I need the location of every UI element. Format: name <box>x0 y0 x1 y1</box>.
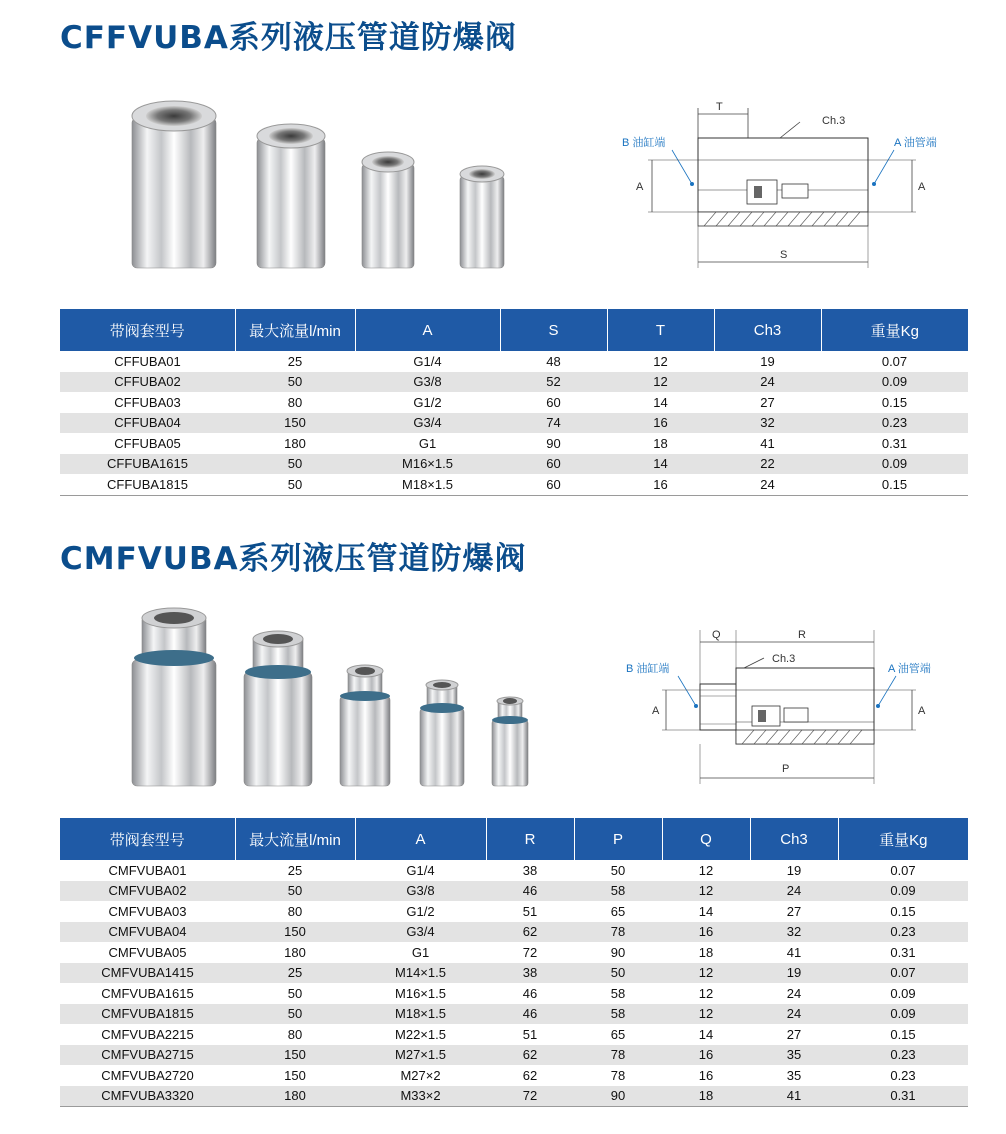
cmfvuba-dimension-diagram <box>612 626 962 786</box>
valve-small <box>420 680 464 786</box>
table-cell: 24 <box>714 474 821 495</box>
table-cell: CFFUBA1615 <box>60 454 235 475</box>
table-cell: 14 <box>698 903 714 919</box>
column-header: R <box>486 818 574 860</box>
table-cell: CFFUBA01 <box>114 353 181 369</box>
table-cell: 58 <box>574 1004 662 1025</box>
table-cell: 46 <box>522 985 538 1001</box>
table-cell: 80 <box>287 394 303 410</box>
table-row <box>60 351 968 372</box>
table-cell: 27 <box>786 1026 802 1042</box>
table-cell: 62 <box>486 1045 574 1066</box>
table-cell: 19 <box>750 963 838 984</box>
table-cell: M27×1.5 <box>355 1045 486 1066</box>
table-cell: 58 <box>610 985 626 1001</box>
table-cell: 0.23 <box>838 922 968 943</box>
dim-s-label: S <box>780 249 788 261</box>
table-cell: 24 <box>786 985 802 1001</box>
callout-a-pipe-end: A 油管端 <box>894 137 937 149</box>
section2-title: CMFVUBA系列液压管道防爆阀 <box>60 541 527 577</box>
table-cell: 52 <box>500 372 607 393</box>
table-cell: 80 <box>287 903 303 919</box>
table-cell: 38 <box>486 963 574 984</box>
table-cell: M18×1.5 <box>355 474 500 495</box>
table-cell: G3/8 <box>355 372 500 393</box>
table-cell: 18 <box>653 435 668 451</box>
valve-large <box>244 631 312 786</box>
table-cell: CMFVUBA01 <box>108 862 187 878</box>
dim-a-right-label: A <box>918 181 926 193</box>
table-cell: 0.23 <box>821 413 968 434</box>
table-cell: 12 <box>698 985 714 1001</box>
table-cell: 150 <box>284 1067 306 1083</box>
table-cell: 65 <box>610 1026 626 1042</box>
table-cell: 90 <box>574 1086 662 1107</box>
table-cell: 50 <box>235 881 355 902</box>
table-cell: G1 <box>418 435 437 451</box>
dim-a-left-label: A <box>652 705 660 717</box>
column-header: 带阀套型号 <box>60 309 235 351</box>
table-cell: 38 <box>522 862 538 878</box>
table-cell: 12 <box>698 862 714 878</box>
dim-a-right-label: A <box>918 705 926 717</box>
column-header: 重量Kg <box>838 818 968 860</box>
table-cell: G1/4 <box>406 862 435 878</box>
table-cell: CMFVUBA03 <box>108 903 187 919</box>
table-cell: 0.09 <box>821 454 968 475</box>
table-cell: CMFVUBA2215 <box>101 1026 194 1042</box>
table-cell: 0.15 <box>890 1026 916 1042</box>
table-cell: 90 <box>610 944 626 960</box>
table-row <box>60 983 968 1004</box>
valve-medium <box>257 124 325 268</box>
table-cell: 41 <box>750 1086 838 1107</box>
table-row <box>60 1065 968 1086</box>
table-cell: 16 <box>662 1045 750 1066</box>
table-cell: 0.15 <box>890 903 916 919</box>
table-row <box>60 901 968 922</box>
table-cell: 24 <box>750 1004 838 1025</box>
cffvuba-spec-table <box>60 309 968 496</box>
table-cell: G1/4 <box>413 353 442 369</box>
table-cell: 16 <box>607 413 714 434</box>
table-cell: 50 <box>235 474 355 495</box>
table-row <box>60 1086 968 1107</box>
table-cell: 32 <box>750 922 838 943</box>
table-row <box>60 454 968 475</box>
table-row <box>60 413 968 434</box>
table-cell: 150 <box>235 922 355 943</box>
table-cell: 72 <box>522 944 538 960</box>
table-cell: 35 <box>786 1067 802 1083</box>
table-cell: 0.09 <box>890 985 916 1001</box>
table-cell: 51 <box>522 1026 538 1042</box>
table-cell: 90 <box>546 435 561 451</box>
table-cell: M16×1.5 <box>395 985 446 1001</box>
dim-p-label: P <box>782 763 790 775</box>
table-cell: M14×1.5 <box>355 963 486 984</box>
table-cell: 12 <box>662 963 750 984</box>
column-header: 带阀套型号 <box>60 818 235 860</box>
table-cell: M16×1.5 <box>355 454 500 475</box>
column-header: S <box>500 309 607 351</box>
column-header: Q <box>662 818 750 860</box>
table-cell: 0.31 <box>838 1086 968 1107</box>
table-cell: 72 <box>486 1086 574 1107</box>
table-cell: 0.07 <box>890 862 916 878</box>
table-cell: CMFVUBA3320 <box>60 1086 235 1107</box>
column-header: A <box>355 818 486 860</box>
dim-ch3-label: Ch.3 <box>822 115 846 127</box>
table-cell: 22 <box>714 454 821 475</box>
table-row <box>60 963 968 984</box>
table-cell: G1/2 <box>406 903 435 919</box>
table-cell: 48 <box>546 353 561 369</box>
table-cell: 51 <box>522 903 538 919</box>
table-row <box>60 881 968 902</box>
table-cell: CFFUBA02 <box>60 372 235 393</box>
column-header: Ch3 <box>714 309 821 351</box>
table-cell: 18 <box>698 944 714 960</box>
table-cell: G3/4 <box>355 922 486 943</box>
table-cell: CMFVUBA2720 <box>101 1067 194 1083</box>
table-cell: 50 <box>235 372 355 393</box>
table-row <box>60 1024 968 1045</box>
table-row <box>60 942 968 963</box>
table-cell: CMFVUBA04 <box>60 922 235 943</box>
table-row <box>60 433 968 454</box>
column-header: Ch3 <box>750 818 838 860</box>
table-cell: 0.09 <box>838 881 968 902</box>
table-cell: 12 <box>662 881 750 902</box>
table-cell: 19 <box>786 862 802 878</box>
table-cell: 0.15 <box>881 394 908 410</box>
table-cell: 41 <box>786 944 802 960</box>
table-row <box>60 1004 968 1025</box>
table-cell: 12 <box>607 372 714 393</box>
table-cell: 46 <box>486 881 574 902</box>
table-cell: 16 <box>607 474 714 495</box>
column-header: 最大流量l/min <box>235 818 355 860</box>
table-cell: 32 <box>714 413 821 434</box>
callout-b-cylinder-end: B 油缸端 <box>626 663 670 675</box>
table-cell: G3/8 <box>355 881 486 902</box>
table-cell: 65 <box>610 903 626 919</box>
table-cell: 74 <box>500 413 607 434</box>
valve-small <box>362 152 414 268</box>
table-row <box>60 922 968 943</box>
table-cell: M27×2 <box>400 1067 441 1083</box>
table-cell: 0.23 <box>838 1045 968 1066</box>
table-cell: 60 <box>500 474 607 495</box>
valve-large <box>132 101 216 268</box>
table-cell: CFFUBA04 <box>60 413 235 434</box>
dim-ch3-label: Ch.3 <box>772 653 796 665</box>
dim-a-left-label: A <box>636 181 644 193</box>
table-cell: CMFVUBA02 <box>60 881 235 902</box>
column-header: A <box>355 309 500 351</box>
table-cell: 180 <box>235 1086 355 1107</box>
callout-a-pipe-end: A 油管端 <box>888 663 931 675</box>
column-header: 重量Kg <box>821 309 968 351</box>
table-cell: 50 <box>235 1004 355 1025</box>
table-cell: 180 <box>284 944 306 960</box>
table-cell: 0.23 <box>890 1067 916 1083</box>
table-cell: CMFVUBA2715 <box>60 1045 235 1066</box>
table-cell: 78 <box>610 1067 626 1083</box>
table-cell: 25 <box>235 963 355 984</box>
table-row <box>60 392 968 413</box>
valve-xl <box>132 608 216 786</box>
table-cell: CMFVUBA05 <box>108 944 187 960</box>
table-cell: 0.09 <box>838 1004 968 1025</box>
table-cell: 60 <box>500 454 607 475</box>
table-cell: M18×1.5 <box>355 1004 486 1025</box>
table-cell: 0.15 <box>821 474 968 495</box>
table-cell: 16 <box>698 1067 714 1083</box>
table-cell: 50 <box>235 454 355 475</box>
table-cell: 12 <box>662 1004 750 1025</box>
table-cell: M33×2 <box>355 1086 486 1107</box>
table-cell: 35 <box>750 1045 838 1066</box>
table-cell: 62 <box>522 1067 538 1083</box>
table-row <box>60 474 968 495</box>
table-cell: 25 <box>287 862 303 878</box>
table-cell: 0.31 <box>881 435 908 451</box>
section1-title: CFFVUBA系列液压管道防爆阀 <box>60 20 517 56</box>
table-cell: 24 <box>750 881 838 902</box>
table-cell: 0.07 <box>838 963 968 984</box>
table-cell: G3/4 <box>355 413 500 434</box>
table-cell: CFFUBA03 <box>114 394 181 410</box>
table-cell: 0.07 <box>881 353 908 369</box>
table-cell: 150 <box>235 1045 355 1066</box>
table-cell: 18 <box>662 1086 750 1107</box>
valve-smallest <box>492 697 528 786</box>
table-cell: 180 <box>284 435 306 451</box>
cffvuba-valves-photo <box>120 90 520 280</box>
table-cell: CFFUBA05 <box>114 435 181 451</box>
valve-medium <box>340 665 390 786</box>
table-cell: G1 <box>411 944 430 960</box>
table-cell: 14 <box>607 454 714 475</box>
table-cell: 24 <box>714 372 821 393</box>
table-row <box>60 860 968 881</box>
valve-smallest <box>460 166 504 268</box>
cmfvuba-spec-table <box>60 818 968 1107</box>
dim-t-label: T <box>716 101 723 113</box>
table-cell: 27 <box>760 394 775 410</box>
table-cell: 50 <box>287 985 303 1001</box>
table-cell: 19 <box>760 353 775 369</box>
table-cell: 16 <box>662 922 750 943</box>
table-cell: M22×1.5 <box>395 1026 446 1042</box>
callout-b-cylinder-end: B 油缸端 <box>622 137 666 149</box>
table-cell: 58 <box>574 881 662 902</box>
column-header: 最大流量l/min <box>235 309 355 351</box>
table-cell: 14 <box>698 1026 714 1042</box>
table-cell: 62 <box>486 922 574 943</box>
table-cell: 41 <box>760 435 775 451</box>
table-cell: 14 <box>653 394 668 410</box>
table-cell: 150 <box>235 413 355 434</box>
dim-r-label: R <box>798 629 806 641</box>
table-cell: 78 <box>574 922 662 943</box>
table-header-row <box>60 818 968 860</box>
table-cell: 78 <box>574 1045 662 1066</box>
cffvuba-dimension-diagram <box>612 96 962 271</box>
table-cell: 50 <box>610 862 626 878</box>
table-cell: 0.31 <box>890 944 916 960</box>
table-cell: CMFVUBA1815 <box>60 1004 235 1025</box>
table-cell: CFFUBA1815 <box>60 474 235 495</box>
table-cell: CMFVUBA1415 <box>60 963 235 984</box>
cmfvuba-valves-photo <box>120 600 540 790</box>
table-cell: G1/2 <box>413 394 442 410</box>
dim-q-label: Q <box>712 629 721 641</box>
table-cell: 50 <box>574 963 662 984</box>
table-row <box>60 1045 968 1066</box>
table-row <box>60 372 968 393</box>
table-cell: 27 <box>786 903 802 919</box>
table-cell: 12 <box>653 353 668 369</box>
table-cell: 0.09 <box>821 372 968 393</box>
table-header-row <box>60 309 968 351</box>
table-cell: 46 <box>486 1004 574 1025</box>
table-cell: 60 <box>546 394 561 410</box>
column-header: P <box>574 818 662 860</box>
table-cell: CMFVUBA1615 <box>101 985 194 1001</box>
table-cell: 25 <box>287 353 303 369</box>
table-cell: 80 <box>287 1026 303 1042</box>
column-header: T <box>607 309 714 351</box>
